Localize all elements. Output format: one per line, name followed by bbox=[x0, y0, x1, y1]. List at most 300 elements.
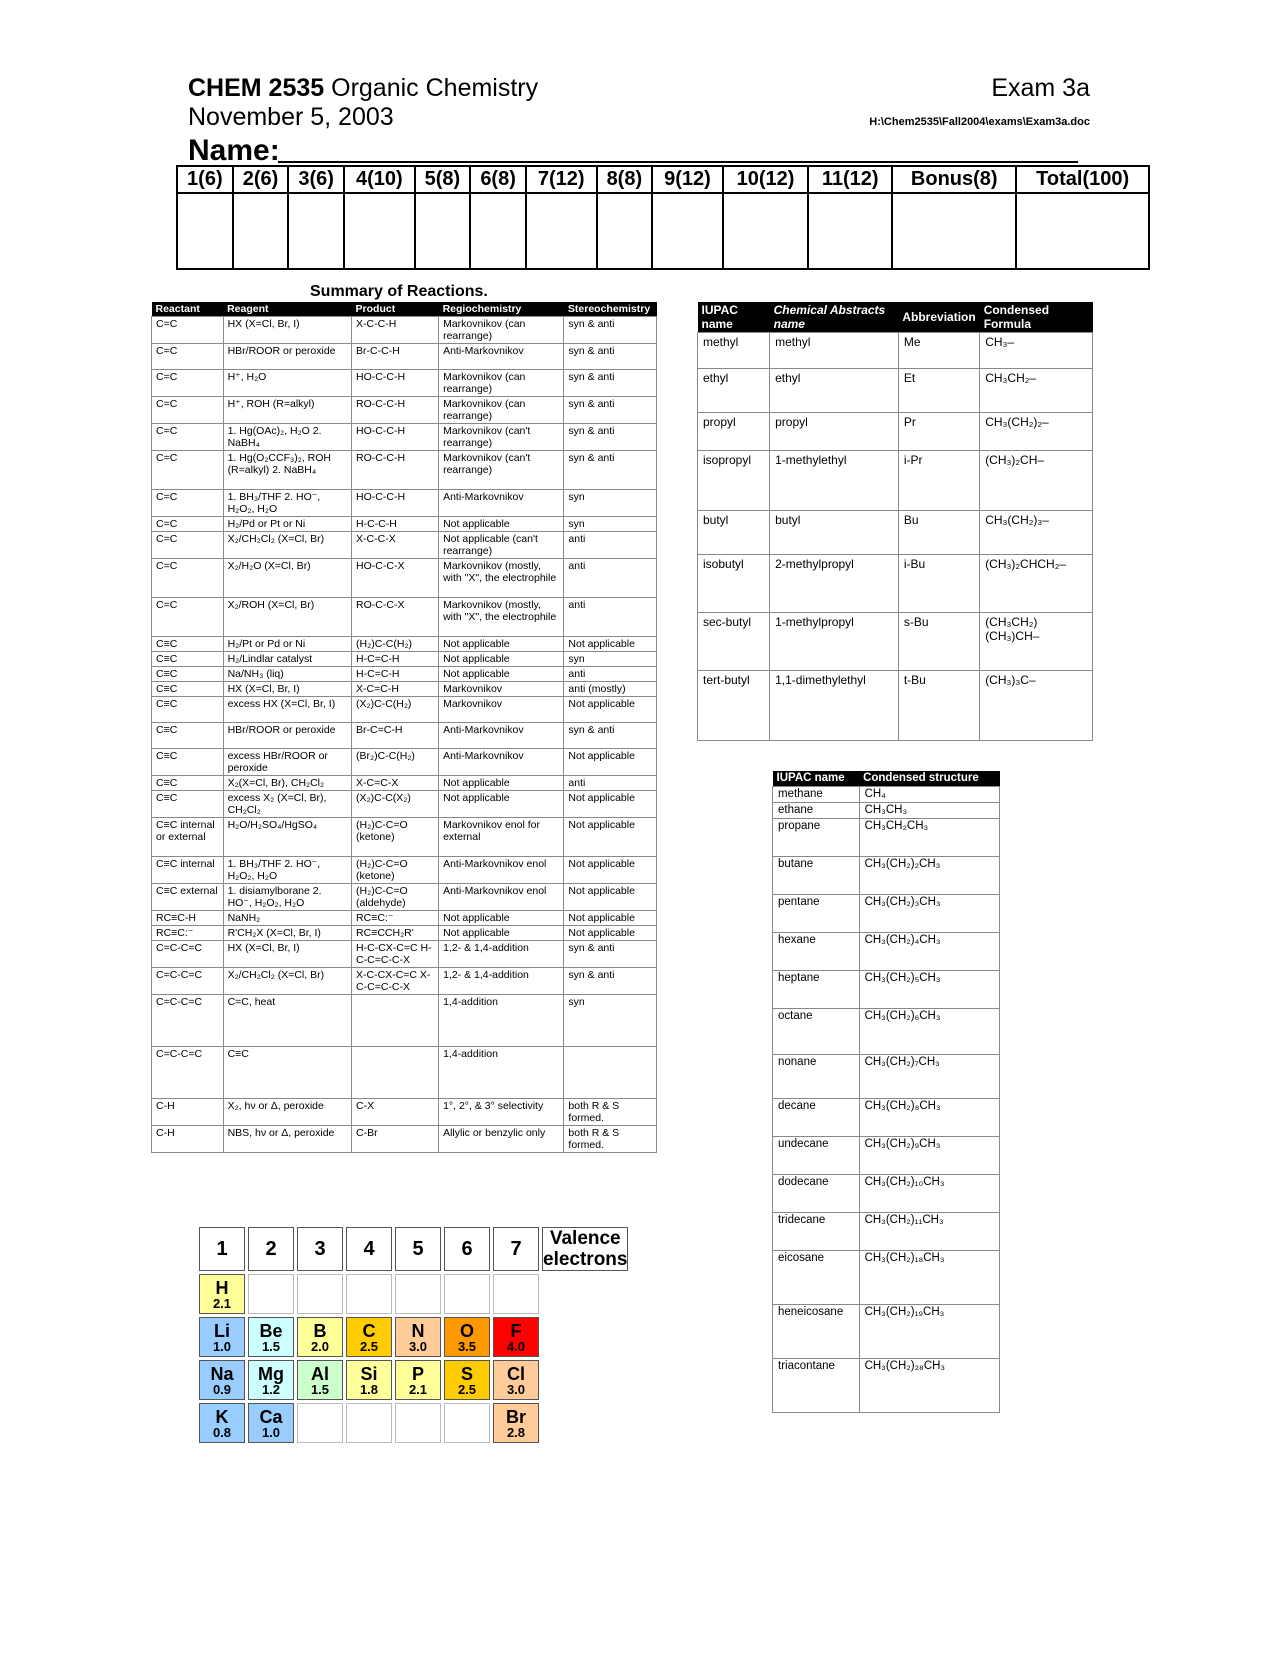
reaction-cell: 1. Hg(OAc)₂, H₂O 2. NaBH₄ bbox=[223, 424, 351, 451]
element-cell bbox=[297, 1317, 343, 1357]
alkane-cell: CH₃(CH₂)₂CH₃ bbox=[859, 857, 999, 895]
reaction-row bbox=[152, 749, 657, 776]
reaction-row bbox=[152, 397, 657, 424]
score-column-header: 8(8) bbox=[597, 166, 653, 193]
reaction-cell: Not applicable bbox=[439, 791, 564, 818]
element-symbol: Na bbox=[210, 1363, 234, 1384]
alkane-cell: CH₃(CH₂)₄CH₃ bbox=[859, 933, 999, 971]
reaction-cell: C≡C bbox=[223, 1047, 351, 1099]
alkane-cell: CH₃(CH₂)₁₁CH₃ bbox=[859, 1213, 999, 1251]
alkane-row bbox=[773, 971, 1000, 1009]
alkyl-cell: 2-methylpropyl bbox=[770, 555, 899, 613]
reaction-cell bbox=[564, 1047, 657, 1099]
alkane-cell: CH₃(CH₂)₇CH₃ bbox=[859, 1055, 999, 1099]
reactions-header: Regiochemistry bbox=[439, 302, 564, 317]
element-cell bbox=[444, 1317, 490, 1357]
exam-title: Exam 3a bbox=[991, 74, 1090, 102]
empty-element-cell bbox=[444, 1274, 490, 1314]
group-number: 5 bbox=[395, 1227, 441, 1271]
reaction-cell: syn & anti bbox=[564, 317, 657, 344]
reaction-row bbox=[152, 1099, 657, 1126]
element-cell bbox=[346, 1317, 392, 1357]
alkyl-cell: (CH₃)₂CH– bbox=[980, 451, 1093, 511]
reaction-cell: H-C-CX-C=C H-C-C=C-C-X bbox=[352, 941, 439, 968]
reaction-cell: C≡C bbox=[152, 667, 224, 682]
group-number: 3 bbox=[297, 1227, 343, 1271]
reaction-cell: (H₂)C-C(H₂) bbox=[352, 637, 439, 652]
alkane-cell: heneicosane bbox=[773, 1305, 860, 1359]
score-column-header: 10(12) bbox=[723, 166, 808, 193]
score-cell[interactable] bbox=[808, 193, 892, 269]
reaction-row bbox=[152, 344, 657, 370]
alkane-cell: CH₃CH₃ bbox=[859, 803, 999, 819]
reaction-cell: syn & anti bbox=[564, 723, 657, 749]
reaction-cell: HX (X=Cl, Br, I) bbox=[223, 941, 351, 968]
alkane-row bbox=[773, 803, 1000, 819]
alkane-cell: eicosane bbox=[773, 1251, 860, 1305]
reaction-cell: syn & anti bbox=[564, 941, 657, 968]
element-cell bbox=[346, 1360, 392, 1400]
alkyl-cell: CH₃(CH₂)₃– bbox=[980, 511, 1093, 555]
reaction-cell: 1,4-addition bbox=[439, 995, 564, 1047]
reaction-cell: Markovnikov (can rearrange) bbox=[439, 397, 564, 424]
reaction-cell: HBr/ROOR or peroxide bbox=[223, 723, 351, 749]
electronegativity: 1.5 bbox=[261, 1338, 281, 1354]
reaction-cell: syn bbox=[564, 995, 657, 1047]
reaction-row bbox=[152, 857, 657, 884]
alkyl-cell: butyl bbox=[770, 511, 899, 555]
reaction-cell: 1. disiamylborane 2. HO⁻, H₂O₂, H₂O bbox=[223, 884, 351, 911]
reaction-cell: H-C=C-H bbox=[352, 667, 439, 682]
electronegativity: 1.2 bbox=[261, 1381, 281, 1397]
reaction-cell: C=C-C=C bbox=[152, 1047, 224, 1099]
reaction-row bbox=[152, 941, 657, 968]
reaction-cell: Markovnikov bbox=[439, 697, 564, 723]
reaction-cell: C≡C internal or external bbox=[152, 818, 224, 857]
reaction-cell: X-C-C-H bbox=[352, 317, 439, 344]
alkyl-cell: i-Pr bbox=[898, 451, 979, 511]
reaction-cell: (X₂)C-C(X₂) bbox=[352, 791, 439, 818]
alkyl-cell: methyl bbox=[698, 333, 770, 369]
element-cell bbox=[395, 1360, 441, 1400]
electronegativity: 3.0 bbox=[408, 1338, 428, 1354]
electronegativity: 2.0 bbox=[310, 1338, 330, 1354]
reaction-cell: Not applicable bbox=[564, 926, 657, 941]
reaction-cell: C≡C bbox=[152, 652, 224, 667]
reaction-cell: C=C-C=C bbox=[152, 968, 224, 995]
reaction-row bbox=[152, 370, 657, 397]
score-cell[interactable] bbox=[233, 193, 289, 269]
reaction-cell: C=C, heat bbox=[223, 995, 351, 1047]
reaction-cell: Markovnikov (can't rearrange) bbox=[439, 451, 564, 490]
alkyl-cell: tert-butyl bbox=[698, 671, 770, 741]
alkyl-cell: CH₃(CH₂)₂– bbox=[980, 413, 1093, 451]
reaction-cell: X-C=C-X bbox=[352, 776, 439, 791]
alkane-cell: triacontane bbox=[773, 1359, 860, 1413]
reaction-cell: anti bbox=[564, 559, 657, 598]
reaction-cell: X₂/ROH (X=Cl, Br) bbox=[223, 598, 351, 637]
electronegativity: 1.0 bbox=[261, 1424, 281, 1440]
reaction-cell: RO-C-C-H bbox=[352, 451, 439, 490]
alkyl-cell: (CH₃)₂CHCH₂– bbox=[980, 555, 1093, 613]
reaction-cell: Not applicable bbox=[564, 911, 657, 926]
reaction-cell: Anti-Markovnikov enol bbox=[439, 884, 564, 911]
reaction-cell: Anti-Markovnikov bbox=[439, 344, 564, 370]
reaction-cell: C=C-C=C bbox=[152, 941, 224, 968]
alkane-cell: hexane bbox=[773, 933, 860, 971]
reaction-cell: 1,2- & 1,4-addition bbox=[439, 941, 564, 968]
element-symbol: Ca bbox=[259, 1406, 283, 1427]
exam-date: November 5, 2003 bbox=[188, 103, 394, 131]
element-symbol: Be bbox=[259, 1320, 283, 1341]
alkyl-cell: s-Bu bbox=[898, 613, 979, 671]
score-cell[interactable] bbox=[526, 193, 597, 269]
reaction-cell: C=C bbox=[152, 532, 224, 559]
score-cell[interactable] bbox=[344, 193, 415, 269]
alkane-row bbox=[773, 1175, 1000, 1213]
periodic-row bbox=[199, 1360, 628, 1400]
reactions-header: Product bbox=[352, 302, 439, 317]
reaction-row bbox=[152, 1126, 657, 1153]
reaction-row bbox=[152, 697, 657, 723]
reaction-cell: HO-C-C-H bbox=[352, 490, 439, 517]
alkyl-row bbox=[698, 451, 1093, 511]
alkyl-groups-table bbox=[697, 302, 1093, 741]
element-cell bbox=[248, 1360, 294, 1400]
score-column-header: 1(6) bbox=[177, 166, 233, 193]
reaction-row bbox=[152, 559, 657, 598]
reaction-cell: Not applicable bbox=[439, 776, 564, 791]
reaction-cell: RC≡CCH₂R' bbox=[352, 926, 439, 941]
element-cell bbox=[493, 1360, 539, 1400]
alkane-cell: undecane bbox=[773, 1137, 860, 1175]
empty-element-cell bbox=[346, 1274, 392, 1314]
reaction-cell: C≡C bbox=[152, 697, 224, 723]
reaction-cell: C=C bbox=[152, 517, 224, 532]
group-number: 7 bbox=[493, 1227, 539, 1271]
alkyl-cell: Me bbox=[898, 333, 979, 369]
reaction-cell: Markovnikov (mostly, with "X", the electrophile bbox=[439, 559, 564, 598]
alkyl-cell: ethyl bbox=[698, 369, 770, 413]
reaction-cell: anti (mostly) bbox=[564, 682, 657, 697]
reaction-cell: C=C bbox=[152, 317, 224, 344]
score-cell[interactable] bbox=[723, 193, 808, 269]
alkane-cell: CH₃(CH₂)₁₈CH₃ bbox=[859, 1251, 999, 1305]
reaction-cell: (H₂)C-C=O (ketone) bbox=[352, 818, 439, 857]
alkane-header: IUPAC name bbox=[773, 771, 860, 787]
file-path: H:\Chem2535\Fall2004\exams\Exam3a.doc bbox=[869, 116, 1090, 128]
reaction-cell: Markovnikov (can rearrange) bbox=[439, 370, 564, 397]
reaction-cell: syn & anti bbox=[564, 344, 657, 370]
reaction-cell: (X₂)C-C(H₂) bbox=[352, 697, 439, 723]
reaction-cell: (Br₂)C-C(H₂) bbox=[352, 749, 439, 776]
reaction-cell: Not applicable bbox=[564, 637, 657, 652]
reaction-cell: Markovnikov (can't rearrange) bbox=[439, 424, 564, 451]
reaction-cell: H₂O/H₂SO₄/HgSO₄ bbox=[223, 818, 351, 857]
reaction-cell: syn & anti bbox=[564, 424, 657, 451]
reaction-cell: X-C=C-H bbox=[352, 682, 439, 697]
reaction-cell: C=C bbox=[152, 424, 224, 451]
reaction-row bbox=[152, 637, 657, 652]
reaction-cell: HX (X=Cl, Br, I) bbox=[223, 682, 351, 697]
alkane-row bbox=[773, 1055, 1000, 1099]
alkyl-cell: ethyl bbox=[770, 369, 899, 413]
reaction-cell: Anti-Markovnikov bbox=[439, 723, 564, 749]
course-code: CHEM 2535 bbox=[188, 74, 325, 102]
alkane-cell: CH₃(CH₂)₁₀CH₃ bbox=[859, 1175, 999, 1213]
reaction-cell: RO-C-C-X bbox=[352, 598, 439, 637]
alkyl-cell: CH₃CH₂– bbox=[980, 369, 1093, 413]
reaction-cell: X₂(X=Cl, Br), CH₂Cl₂ bbox=[223, 776, 351, 791]
reaction-cell: HX (X=Cl, Br, I) bbox=[223, 317, 351, 344]
element-symbol: S bbox=[460, 1363, 473, 1384]
alkane-cell: pentane bbox=[773, 895, 860, 933]
element-cell bbox=[199, 1317, 245, 1357]
reaction-cell: C=C bbox=[152, 344, 224, 370]
reaction-cell: HO-C-C-H bbox=[352, 370, 439, 397]
reaction-row bbox=[152, 682, 657, 697]
reaction-cell: Markovnikov bbox=[439, 682, 564, 697]
reaction-cell: Not applicable bbox=[439, 517, 564, 532]
reaction-cell: H⁺, ROH (R=alkyl) bbox=[223, 397, 351, 424]
electronegativity: 4.0 bbox=[506, 1338, 526, 1354]
reaction-cell: (H₂)C-C=O (aldehyde) bbox=[352, 884, 439, 911]
element-symbol: F bbox=[510, 1320, 522, 1341]
score-column-header: 4(10) bbox=[344, 166, 415, 193]
reaction-row bbox=[152, 968, 657, 995]
element-symbol: Br bbox=[505, 1406, 526, 1427]
reaction-cell: Anti-Markovnikov bbox=[439, 749, 564, 776]
reaction-cell: C≡C bbox=[152, 682, 224, 697]
element-cell bbox=[248, 1317, 294, 1357]
alkane-cell: butane bbox=[773, 857, 860, 895]
periodic-row bbox=[199, 1274, 628, 1314]
reaction-cell: C≡C bbox=[152, 776, 224, 791]
electronegativity: 2.5 bbox=[359, 1338, 379, 1354]
alkane-cell: CH₃(CH₂)₅CH₃ bbox=[859, 971, 999, 1009]
reaction-cell: syn bbox=[564, 652, 657, 667]
reaction-cell: NBS, hν or Δ, peroxide bbox=[223, 1126, 351, 1153]
alkane-cell: CH₃(CH₂)₉CH₃ bbox=[859, 1137, 999, 1175]
alkyl-cell: 1,1-dimethylethyl bbox=[770, 671, 899, 741]
reaction-cell: anti bbox=[564, 667, 657, 682]
group-number: 6 bbox=[444, 1227, 490, 1271]
reaction-cell: syn & anti bbox=[564, 968, 657, 995]
electronegativity: 3.5 bbox=[457, 1338, 477, 1354]
alkyl-cell: 1-methylethyl bbox=[770, 451, 899, 511]
reaction-cell: syn bbox=[564, 490, 657, 517]
reaction-row bbox=[152, 926, 657, 941]
reaction-cell: Not applicable bbox=[439, 652, 564, 667]
score-cell[interactable] bbox=[652, 193, 723, 269]
reaction-row bbox=[152, 667, 657, 682]
alkane-cell: CH₃(CH₂)₁₉CH₃ bbox=[859, 1305, 999, 1359]
score-cell[interactable] bbox=[288, 193, 344, 269]
reaction-row bbox=[152, 723, 657, 749]
alkyl-cell: isobutyl bbox=[698, 555, 770, 613]
reaction-cell: C-H bbox=[152, 1099, 224, 1126]
score-cell[interactable] bbox=[415, 193, 471, 269]
reaction-cell: syn & anti bbox=[564, 397, 657, 424]
alkane-row bbox=[773, 1137, 1000, 1175]
reaction-row bbox=[152, 776, 657, 791]
electronegativity: 2.1 bbox=[408, 1381, 428, 1397]
reaction-row bbox=[152, 451, 657, 490]
alkyl-cell: sec-butyl bbox=[698, 613, 770, 671]
reaction-cell: excess X₂ (X=Cl, Br), CH₂Cl₂ bbox=[223, 791, 351, 818]
reaction-cell: X-C-C-X bbox=[352, 532, 439, 559]
alkane-row bbox=[773, 933, 1000, 971]
reaction-cell: syn & anti bbox=[564, 451, 657, 490]
reaction-row bbox=[152, 532, 657, 559]
reaction-cell: C≡C bbox=[152, 723, 224, 749]
reaction-cell: C≡C external bbox=[152, 884, 224, 911]
alkyl-cell: Et bbox=[898, 369, 979, 413]
electronegativity: 3.0 bbox=[506, 1381, 526, 1397]
electronegativity: 2.1 bbox=[212, 1295, 232, 1311]
reactions-table bbox=[151, 302, 657, 1153]
reaction-cell: X₂/CH₂Cl₂ (X=Cl, Br) bbox=[223, 968, 351, 995]
score-column-header: 5(8) bbox=[415, 166, 471, 193]
periodic-group-row bbox=[199, 1227, 628, 1271]
alkyl-header: Condensed Formula bbox=[980, 302, 1093, 333]
reaction-cell: C=C-C=C bbox=[152, 995, 224, 1047]
group-number: 2 bbox=[248, 1227, 294, 1271]
reaction-cell: H₂/Pd or Pt or Ni bbox=[223, 517, 351, 532]
reaction-cell: C≡C bbox=[152, 791, 224, 818]
alkyl-row bbox=[698, 369, 1093, 413]
alkane-row bbox=[773, 1009, 1000, 1055]
element-symbol: Al bbox=[311, 1363, 329, 1384]
score-column-header: 11(12) bbox=[808, 166, 892, 193]
element-symbol: Si bbox=[360, 1363, 378, 1384]
alkyl-row bbox=[698, 555, 1093, 613]
reaction-row bbox=[152, 884, 657, 911]
score-column-header: 7(12) bbox=[526, 166, 597, 193]
reaction-cell: C≡C bbox=[152, 749, 224, 776]
empty-element-cell bbox=[395, 1403, 441, 1443]
reaction-cell: 1°, 2°, & 3° selectivity bbox=[439, 1099, 564, 1126]
alkane-cell: CH₃(CH₂)₂₈CH₃ bbox=[859, 1359, 999, 1413]
alkyl-cell: propyl bbox=[698, 413, 770, 451]
score-column-header: Total(100) bbox=[1016, 166, 1149, 193]
element-cell bbox=[493, 1317, 539, 1357]
alkyl-row bbox=[698, 413, 1093, 451]
element-symbol: H bbox=[215, 1277, 229, 1298]
reaction-cell: R'CH₂X (X=Cl, Br, I) bbox=[223, 926, 351, 941]
alkyl-cell: Bu bbox=[898, 511, 979, 555]
alkane-row bbox=[773, 857, 1000, 895]
reaction-cell: Markovnikov (mostly, with "X", the electrophile bbox=[439, 598, 564, 637]
empty-element-cell bbox=[395, 1274, 441, 1314]
alkyl-header: Abbreviation bbox=[898, 302, 979, 333]
alkane-cell: ethane bbox=[773, 803, 860, 819]
alkane-cell: CH₄ bbox=[859, 787, 999, 803]
alkyl-cell: i-Bu bbox=[898, 555, 979, 613]
alkane-cell: dodecane bbox=[773, 1175, 860, 1213]
element-cell bbox=[199, 1360, 245, 1400]
reaction-cell: both R & S formed. bbox=[564, 1099, 657, 1126]
alkane-cell: decane bbox=[773, 1099, 860, 1137]
alkane-row bbox=[773, 787, 1000, 803]
reaction-row bbox=[152, 424, 657, 451]
reaction-cell: excess HBr/ROOR or peroxide bbox=[223, 749, 351, 776]
element-cell bbox=[493, 1403, 539, 1443]
reaction-cell: Not applicable bbox=[439, 667, 564, 682]
reaction-cell: C≡C internal bbox=[152, 857, 224, 884]
reaction-cell: HBr/ROOR or peroxide bbox=[223, 344, 351, 370]
reaction-cell: H-C=C-H bbox=[352, 652, 439, 667]
reaction-cell: H₂/Pt or Pd or Ni bbox=[223, 637, 351, 652]
reaction-cell: C-Br bbox=[352, 1126, 439, 1153]
element-symbol: P bbox=[411, 1363, 424, 1384]
alkyl-row bbox=[698, 511, 1093, 555]
electronegativity: 1.0 bbox=[212, 1338, 232, 1354]
element-cell bbox=[395, 1317, 441, 1357]
empty-element-cell bbox=[346, 1403, 392, 1443]
reaction-cell: C-H bbox=[152, 1126, 224, 1153]
alkyl-cell: Pr bbox=[898, 413, 979, 451]
reaction-row bbox=[152, 995, 657, 1047]
alkane-cell: CH₃(CH₂)₆CH₃ bbox=[859, 1009, 999, 1055]
reaction-cell: H⁺, H₂O bbox=[223, 370, 351, 397]
reaction-cell bbox=[352, 1047, 439, 1099]
score-column-header: 9(12) bbox=[652, 166, 723, 193]
reaction-cell: excess HX (X=Cl, Br, I) bbox=[223, 697, 351, 723]
reaction-cell: RC≡C:⁻ bbox=[152, 926, 224, 941]
element-symbol: N bbox=[411, 1320, 425, 1341]
reaction-cell: Not applicable bbox=[564, 791, 657, 818]
reaction-cell: RC≡C:⁻ bbox=[352, 911, 439, 926]
alkyl-header: Chemical Abstracts name bbox=[770, 302, 899, 333]
element-symbol: Li bbox=[214, 1320, 230, 1341]
empty-element-cell bbox=[297, 1403, 343, 1443]
reaction-cell: C=C bbox=[152, 451, 224, 490]
score-table bbox=[176, 165, 1150, 270]
alkane-row bbox=[773, 1213, 1000, 1251]
score-cell[interactable] bbox=[597, 193, 653, 269]
periodic-row bbox=[199, 1317, 628, 1357]
score-cell[interactable] bbox=[177, 193, 233, 269]
element-symbol: B bbox=[313, 1320, 327, 1341]
score-cell[interactable] bbox=[892, 193, 1016, 269]
element-symbol: Cl bbox=[507, 1363, 525, 1384]
reaction-cell: Br-C-C-H bbox=[352, 344, 439, 370]
reaction-cell: syn & anti bbox=[564, 370, 657, 397]
reaction-row bbox=[152, 1047, 657, 1099]
group-number: 1 bbox=[199, 1227, 245, 1271]
reaction-cell: 1,2- & 1,4-addition bbox=[439, 968, 564, 995]
element-symbol: K bbox=[215, 1406, 229, 1427]
score-cell[interactable] bbox=[470, 193, 526, 269]
alkane-row bbox=[773, 1359, 1000, 1413]
electronegativity: 2.8 bbox=[506, 1424, 526, 1440]
reaction-cell: Markovnikov (can rearrange) bbox=[439, 317, 564, 344]
reaction-cell: Anti-Markovnikov bbox=[439, 490, 564, 517]
reaction-cell: Markovnikov enol for external bbox=[439, 818, 564, 857]
reaction-row bbox=[152, 652, 657, 667]
reaction-row bbox=[152, 818, 657, 857]
valence-electrons-label: Valence electrons bbox=[543, 1228, 628, 1270]
alkyl-row bbox=[698, 333, 1093, 369]
alkanes-table bbox=[772, 771, 1000, 1413]
score-column-header: 6(8) bbox=[470, 166, 526, 193]
score-cell[interactable] bbox=[1016, 193, 1149, 269]
alkyl-header: IUPAC name bbox=[698, 302, 770, 333]
empty-element-cell bbox=[248, 1274, 294, 1314]
element-cell bbox=[199, 1274, 245, 1314]
reaction-cell: C=C bbox=[152, 370, 224, 397]
